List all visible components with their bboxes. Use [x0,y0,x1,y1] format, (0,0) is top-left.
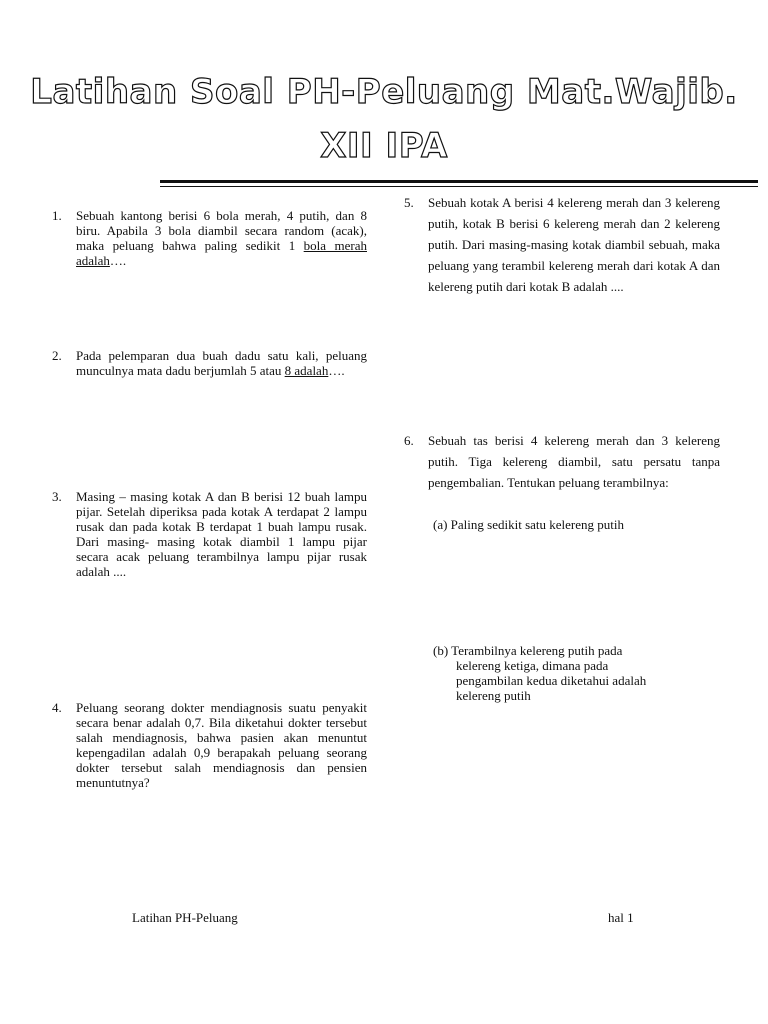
question-5 [404,192,720,297]
question-2 [52,348,367,378]
question-3 [52,489,367,579]
question-1-text: Sebuah kantong berisi 6 bola merah, 4 putih, dan 8 biru. Apabila 3 bola diambil secara random (acak), maka peluang bahwa paling sedikit 1 bola merah adalah…. [76,208,367,268]
footer-title: Latihan PH-Peluang [132,910,238,925]
question-3-number: 3. [52,489,62,504]
question-2-text: Pada pelemparan dua buah dadu satu kali, peluang munculnya mata dadu berjumlah 5 atau 8 adalah…. [76,348,367,378]
question-1 [52,208,367,268]
page-title-line1: Latihan Soal PH-Peluang Mat.Wajib. [30,72,738,112]
question-5-text: Sebuah kotak A berisi 4 kelereng merah dan 3 kelereng putih, kotak B berisi 6 kelereng merah dan 2 kelereng putih. Dari masing-masing kotak diambil sebuah, maka peluang yang terambil kelereng merah dari kotak A dan kelereng putih dari kotak B adalah .... [428,195,720,294]
header-rule-thin [160,186,758,187]
question-6-part-b-line4: kelereng putih [456,688,531,703]
question-5-number: 5. [404,195,414,210]
footer-page-number: hal 1 [608,910,634,925]
page-title-line2: XII IPA [320,126,448,166]
question-6 [404,430,720,493]
question-6-part-b-line2: kelereng ketiga, dimana pada [456,658,609,673]
question-4-number: 4. [52,700,62,715]
question-6-number: 6. [404,433,414,448]
question-2-number: 2. [52,348,62,363]
question-6-part-a: (a) Paling sedikit satu kelereng putih [433,517,624,532]
question-3-text: Masing – masing kotak A dan B berisi 12 buah lampu pijar. Setelah diperiksa pada kotak A terdapat 2 lampu rusak dan pada kotak B terdapat 1 buah lampu rusak. Dari masing- masing kotak diambil 1 lampu pijar secara acak peluang terambilnya lampu pijar rusak adalah .... [76,489,367,579]
header-rule-thick [160,180,758,183]
question-6-part-b-line1: (b) Terambilnya kelereng putih pada [433,643,623,658]
question-4 [52,700,367,790]
question-6-part-b-line3: pengambilan kedua diketahui adalah [456,673,647,688]
question-1-number: 1. [52,208,62,223]
question-4-text: Peluang seorang dokter mendiagnosis suatu penyakit secara benar adalah 0,7. Bila diketahui dokter tersebut salah mendiagnosis, bahwa pasien akan menuntut kepengadilan adalah 0,9 berapakah peluang seorang dokter tersebut salah mendiagnosis dan pensien menuntutnya? [76,700,367,790]
question-6-text: Sebuah tas berisi 4 kelereng merah dan 3 kelereng putih. Tiga kelereng diambil, satu persatu tanpa pengembalian. Tentukan peluang terambilnya: [428,433,720,490]
